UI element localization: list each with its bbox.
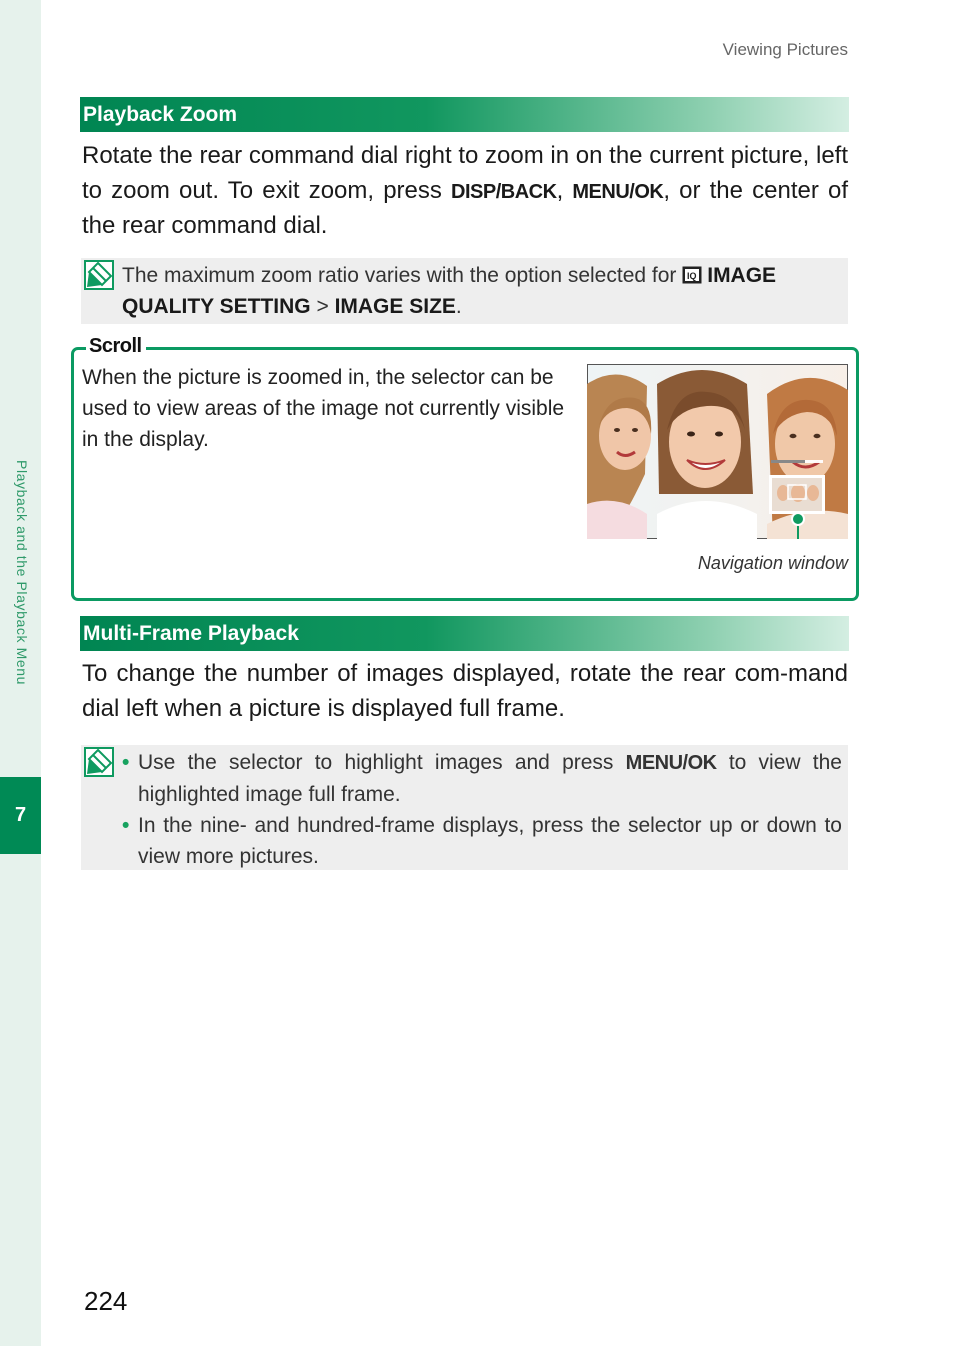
scroll-box-text: When the picture is zoomed in, the selector can be used to view areas of the image not currently visible in the display. [82,366,565,451]
note-end: . [455,295,462,318]
note-text: The maximum zoom ratio varies with the option selected for [122,264,683,287]
note-text: to view the highlighted image full frame. [138,751,842,806]
menu-ok-key: MENU/OK [625,752,717,774]
note-text: In the nine- and hundred-frame displays, press the selector up or down to view more pictures. [138,814,842,868]
bullet-icon: • [122,751,130,774]
image-size-link: IMAGE SIZE [334,295,456,318]
note-pencil-icon [84,260,114,290]
navigation-window-caption: Navigation window [697,553,848,573]
note-box-zoom-ratio [81,258,848,324]
multi-frame-body: To change the number of images displayed, rotate the rear com-mand dial left when a picture is displayed full frame. [82,660,848,722]
page-number: 224 [84,1286,128,1316]
section-heading-playback-zoom: Playback Zoom [80,97,849,132]
note-pencil-icon [84,747,114,777]
note-list-item [122,747,842,810]
body-text-separator: , [556,176,573,204]
menu-ok-key: MENU/OK [572,180,664,203]
zoomed-photo [587,364,848,539]
image-quality-setting-link: IMAGE QUALITY SETTING [122,264,777,318]
chapter-number-tab: 7 [0,777,41,854]
body-text-segment: , or the center of the rear command dial. [82,176,848,239]
note-box-multi-frame [81,745,848,870]
note-list [122,747,842,872]
body-text-segment: Rotate the rear command dial right to zoom in on the current picture, left to zoom out. To exit zoom, press [82,142,848,204]
playback-zoom-body [82,139,848,244]
scroll-box-title: Scroll [86,335,146,358]
image-quality-icon [682,266,702,284]
bullet-icon: • [122,814,130,837]
section-heading-multi-frame-playback: Multi-Frame Playback [80,616,849,651]
running-head: Viewing Pictures [722,40,848,59]
note-separator: > [310,295,335,318]
chapter-side-label: Playback and the Playback Menu [14,460,30,686]
disp-back-key: DISP/BACK [451,180,557,203]
note-text: Use the selector to highlight images and press [138,751,626,774]
note-list-item [122,810,842,872]
svg-text:IQ: IQ [687,271,697,281]
